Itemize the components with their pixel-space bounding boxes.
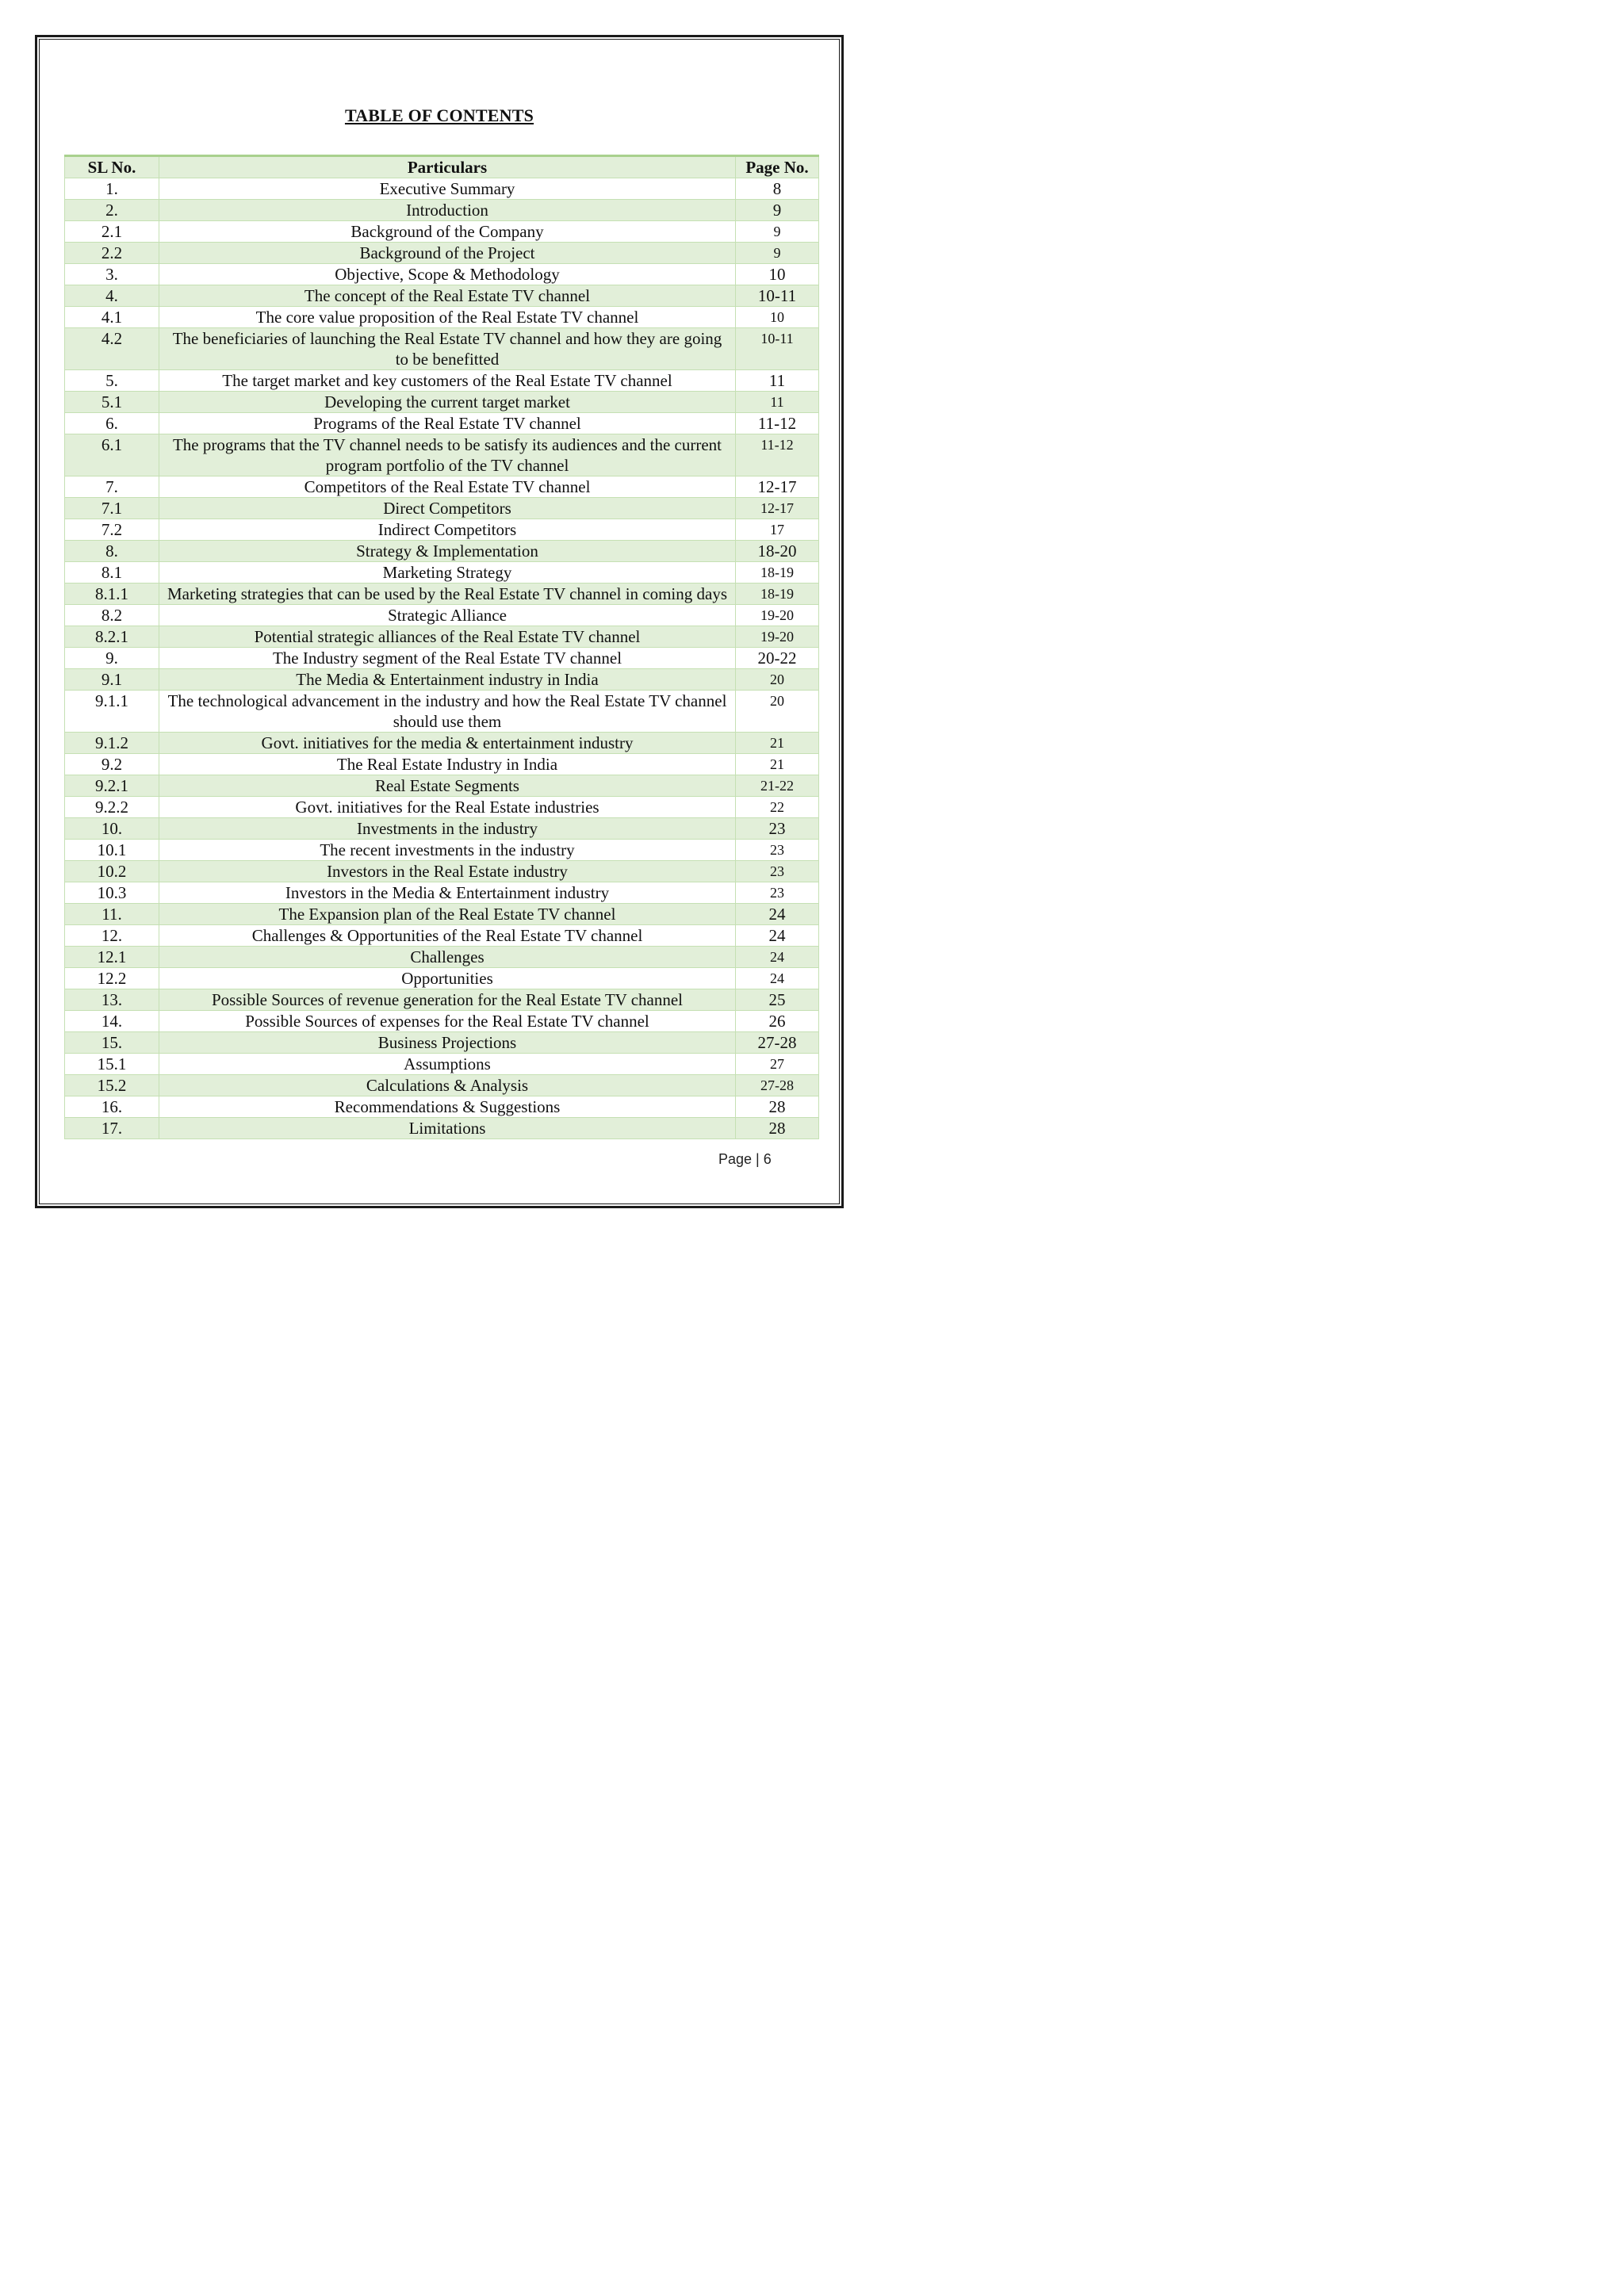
particulars-cell: Competitors of the Real Estate TV channel	[159, 476, 736, 498]
table-row	[65, 370, 819, 392]
column-header-particulars: Particulars	[159, 156, 736, 178]
toc-body	[65, 178, 819, 1139]
page-cell: 21	[736, 733, 819, 754]
particulars-cell: The programs that the TV channel needs to be satisfy its audiences and the current program portfolio of the TV channel	[159, 434, 736, 476]
table-row	[65, 541, 819, 562]
particulars-cell: Programs of the Real Estate TV channel	[159, 413, 736, 434]
sl-cell: 15.1	[65, 1054, 159, 1075]
sl-cell: 9.1	[65, 669, 159, 691]
page-cell: 21-22	[736, 775, 819, 797]
sl-cell: 3.	[65, 264, 159, 285]
table-row	[65, 626, 819, 648]
table-row	[65, 904, 819, 925]
table-row	[65, 264, 819, 285]
sl-cell: 2.1	[65, 221, 159, 243]
page-cell: 11	[736, 392, 819, 413]
table-row	[65, 989, 819, 1011]
particulars-cell: Govt. initiatives for the Real Estate industries	[159, 797, 736, 818]
sl-cell: 5.1	[65, 392, 159, 413]
sl-cell: 7.	[65, 476, 159, 498]
particulars-cell: Direct Competitors	[159, 498, 736, 519]
particulars-cell: The Industry segment of the Real Estate TV channel	[159, 648, 736, 669]
page-cell: 27	[736, 1054, 819, 1075]
sl-cell: 1.	[65, 178, 159, 200]
page-cell: 9	[736, 200, 819, 221]
table-row	[65, 519, 819, 541]
table-row	[65, 178, 819, 200]
table-row	[65, 818, 819, 840]
sl-cell: 10.	[65, 818, 159, 840]
sl-cell: 7.1	[65, 498, 159, 519]
table-row	[65, 328, 819, 370]
table-row	[65, 392, 819, 413]
particulars-cell: Real Estate Segments	[159, 775, 736, 797]
page-cell: 23	[736, 882, 819, 904]
table-row	[65, 925, 819, 947]
page-cell: 24	[736, 904, 819, 925]
page-cell: 24	[736, 947, 819, 968]
toc-header-row	[65, 156, 819, 178]
page-cell: 12-17	[736, 476, 819, 498]
sl-cell: 6.	[65, 413, 159, 434]
page-cell: 11-12	[736, 434, 819, 476]
sl-cell: 9.1.2	[65, 733, 159, 754]
table-row	[65, 840, 819, 861]
page-cell: 19-20	[736, 626, 819, 648]
particulars-cell: Objective, Scope & Methodology	[159, 264, 736, 285]
page-cell: 18-19	[736, 584, 819, 605]
sl-cell: 9.1.1	[65, 691, 159, 733]
table-row	[65, 200, 819, 221]
particulars-cell: Business Projections	[159, 1032, 736, 1054]
page-cell: 28	[736, 1118, 819, 1139]
particulars-cell: Opportunities	[159, 968, 736, 989]
particulars-cell: Developing the current target market	[159, 392, 736, 413]
table-row	[65, 1032, 819, 1054]
particulars-cell: Indirect Competitors	[159, 519, 736, 541]
sl-cell: 8.1	[65, 562, 159, 584]
particulars-cell: Investors in the Media & Entertainment industry	[159, 882, 736, 904]
sl-cell: 6.1	[65, 434, 159, 476]
page-cell: 27-28	[736, 1075, 819, 1096]
table-row	[65, 1096, 819, 1118]
page-cell: 21	[736, 754, 819, 775]
page-cell: 17	[736, 519, 819, 541]
sl-cell: 17.	[65, 1118, 159, 1139]
particulars-cell: Assumptions	[159, 1054, 736, 1075]
particulars-cell: Investments in the industry	[159, 818, 736, 840]
page-title: TABLE OF CONTENTS	[344, 105, 534, 125]
sl-cell: 15.2	[65, 1075, 159, 1096]
particulars-cell: Marketing Strategy	[159, 562, 736, 584]
sl-cell: 5.	[65, 370, 159, 392]
page-cell: 9	[736, 243, 819, 264]
particulars-cell: Recommendations & Suggestions	[159, 1096, 736, 1118]
particulars-cell: Govt. initiatives for the media & entertainment industry	[159, 733, 736, 754]
particulars-cell: Marketing strategies that can be used by the Real Estate TV channel in coming days	[159, 584, 736, 605]
page-cell: 25	[736, 989, 819, 1011]
sl-cell: 4.	[65, 285, 159, 307]
page-cell: 20	[736, 691, 819, 733]
page-cell: 23	[736, 818, 819, 840]
table-row	[65, 882, 819, 904]
table-row	[65, 413, 819, 434]
table-row	[65, 861, 819, 882]
page-cell: 9	[736, 221, 819, 243]
sl-cell: 4.1	[65, 307, 159, 328]
page-cell: 28	[736, 1096, 819, 1118]
particulars-cell: The target market and key customers of the Real Estate TV channel	[159, 370, 736, 392]
page-cell: 10-11	[736, 328, 819, 370]
particulars-cell: The Real Estate Industry in India	[159, 754, 736, 775]
page-cell: 27-28	[736, 1032, 819, 1054]
sl-cell: 8.2	[65, 605, 159, 626]
table-row	[65, 648, 819, 669]
table-row	[65, 691, 819, 733]
table-row	[65, 434, 819, 476]
page-cell: 24	[736, 925, 819, 947]
particulars-cell: The Expansion plan of the Real Estate TV channel	[159, 904, 736, 925]
particulars-cell: Strategy & Implementation	[159, 541, 736, 562]
page-cell: 10	[736, 307, 819, 328]
particulars-cell: Calculations & Analysis	[159, 1075, 736, 1096]
page-cell: 10-11	[736, 285, 819, 307]
page-cell: 18-20	[736, 541, 819, 562]
table-row	[65, 754, 819, 775]
sl-cell: 14.	[65, 1011, 159, 1032]
particulars-cell: Limitations	[159, 1118, 736, 1139]
sl-cell: 10.2	[65, 861, 159, 882]
particulars-cell: Executive Summary	[159, 178, 736, 200]
table-row	[65, 243, 819, 264]
table-row	[65, 562, 819, 584]
sl-cell: 10.3	[65, 882, 159, 904]
particulars-cell: Challenges	[159, 947, 736, 968]
table-row	[65, 797, 819, 818]
page-cell: 11	[736, 370, 819, 392]
page-cell: 12-17	[736, 498, 819, 519]
page-cell: 24	[736, 968, 819, 989]
particulars-cell: Challenges & Opportunities of the Real Estate TV channel	[159, 925, 736, 947]
toc-table	[64, 155, 819, 1139]
page-number-footer: Page | 6	[718, 1151, 772, 1167]
sl-cell: 16.	[65, 1096, 159, 1118]
sl-cell: 15.	[65, 1032, 159, 1054]
sl-cell: 12.2	[65, 968, 159, 989]
particulars-cell: Possible Sources of revenue generation for the Real Estate TV channel	[159, 989, 736, 1011]
table-row	[65, 775, 819, 797]
page-cell: 11-12	[736, 413, 819, 434]
sl-cell: 4.2	[65, 328, 159, 370]
page-cell: 19-20	[736, 605, 819, 626]
table-row	[65, 1011, 819, 1032]
table-row	[65, 968, 819, 989]
particulars-cell: The core value proposition of the Real Estate TV channel	[159, 307, 736, 328]
particulars-cell: The recent investments in the industry	[159, 840, 736, 861]
sl-cell: 12.	[65, 925, 159, 947]
page-cell: 22	[736, 797, 819, 818]
sl-cell: 9.2.2	[65, 797, 159, 818]
sl-cell: 9.	[65, 648, 159, 669]
particulars-cell: The Media & Entertainment industry in India	[159, 669, 736, 691]
table-row	[65, 669, 819, 691]
table-row	[65, 476, 819, 498]
page-cell: 20-22	[736, 648, 819, 669]
column-header-page: Page No.	[736, 156, 819, 178]
particulars-cell: Potential strategic alliances of the Real Estate TV channel	[159, 626, 736, 648]
table-row	[65, 498, 819, 519]
sl-cell: 8.2.1	[65, 626, 159, 648]
sl-cell: 7.2	[65, 519, 159, 541]
particulars-cell: The beneficiaries of launching the Real Estate TV channel and how they are going to be benefitted	[159, 328, 736, 370]
table-row	[65, 1075, 819, 1096]
table-row	[65, 733, 819, 754]
page-cell: 8	[736, 178, 819, 200]
sl-cell: 9.2.1	[65, 775, 159, 797]
sl-cell: 8.	[65, 541, 159, 562]
table-row	[65, 1054, 819, 1075]
sl-cell: 2.2	[65, 243, 159, 264]
table-row	[65, 307, 819, 328]
table-row	[65, 285, 819, 307]
page-cell: 23	[736, 840, 819, 861]
page-cell: 23	[736, 861, 819, 882]
sl-cell: 2.	[65, 200, 159, 221]
particulars-cell: The concept of the Real Estate TV channel	[159, 285, 736, 307]
sl-cell: 12.1	[65, 947, 159, 968]
particulars-cell: Background of the Project	[159, 243, 736, 264]
table-row	[65, 584, 819, 605]
particulars-cell: Introduction	[159, 200, 736, 221]
sl-cell: 9.2	[65, 754, 159, 775]
table-row	[65, 605, 819, 626]
sl-cell: 10.1	[65, 840, 159, 861]
page-cell: 10	[736, 264, 819, 285]
page-cell: 20	[736, 669, 819, 691]
particulars-cell: Background of the Company	[159, 221, 736, 243]
particulars-cell: Strategic Alliance	[159, 605, 736, 626]
table-row	[65, 1118, 819, 1139]
particulars-cell: Possible Sources of expenses for the Real Estate TV channel	[159, 1011, 736, 1032]
table-row	[65, 947, 819, 968]
sl-cell: 13.	[65, 989, 159, 1011]
table-row	[65, 221, 819, 243]
sl-cell: 11.	[65, 904, 159, 925]
column-header-sl: SL No.	[65, 156, 159, 178]
page-cell: 18-19	[736, 562, 819, 584]
particulars-cell: The technological advancement in the industry and how the Real Estate TV channel should use them	[159, 691, 736, 733]
particulars-cell: Investors in the Real Estate industry	[159, 861, 736, 882]
sl-cell: 8.1.1	[65, 584, 159, 605]
page-cell: 26	[736, 1011, 819, 1032]
